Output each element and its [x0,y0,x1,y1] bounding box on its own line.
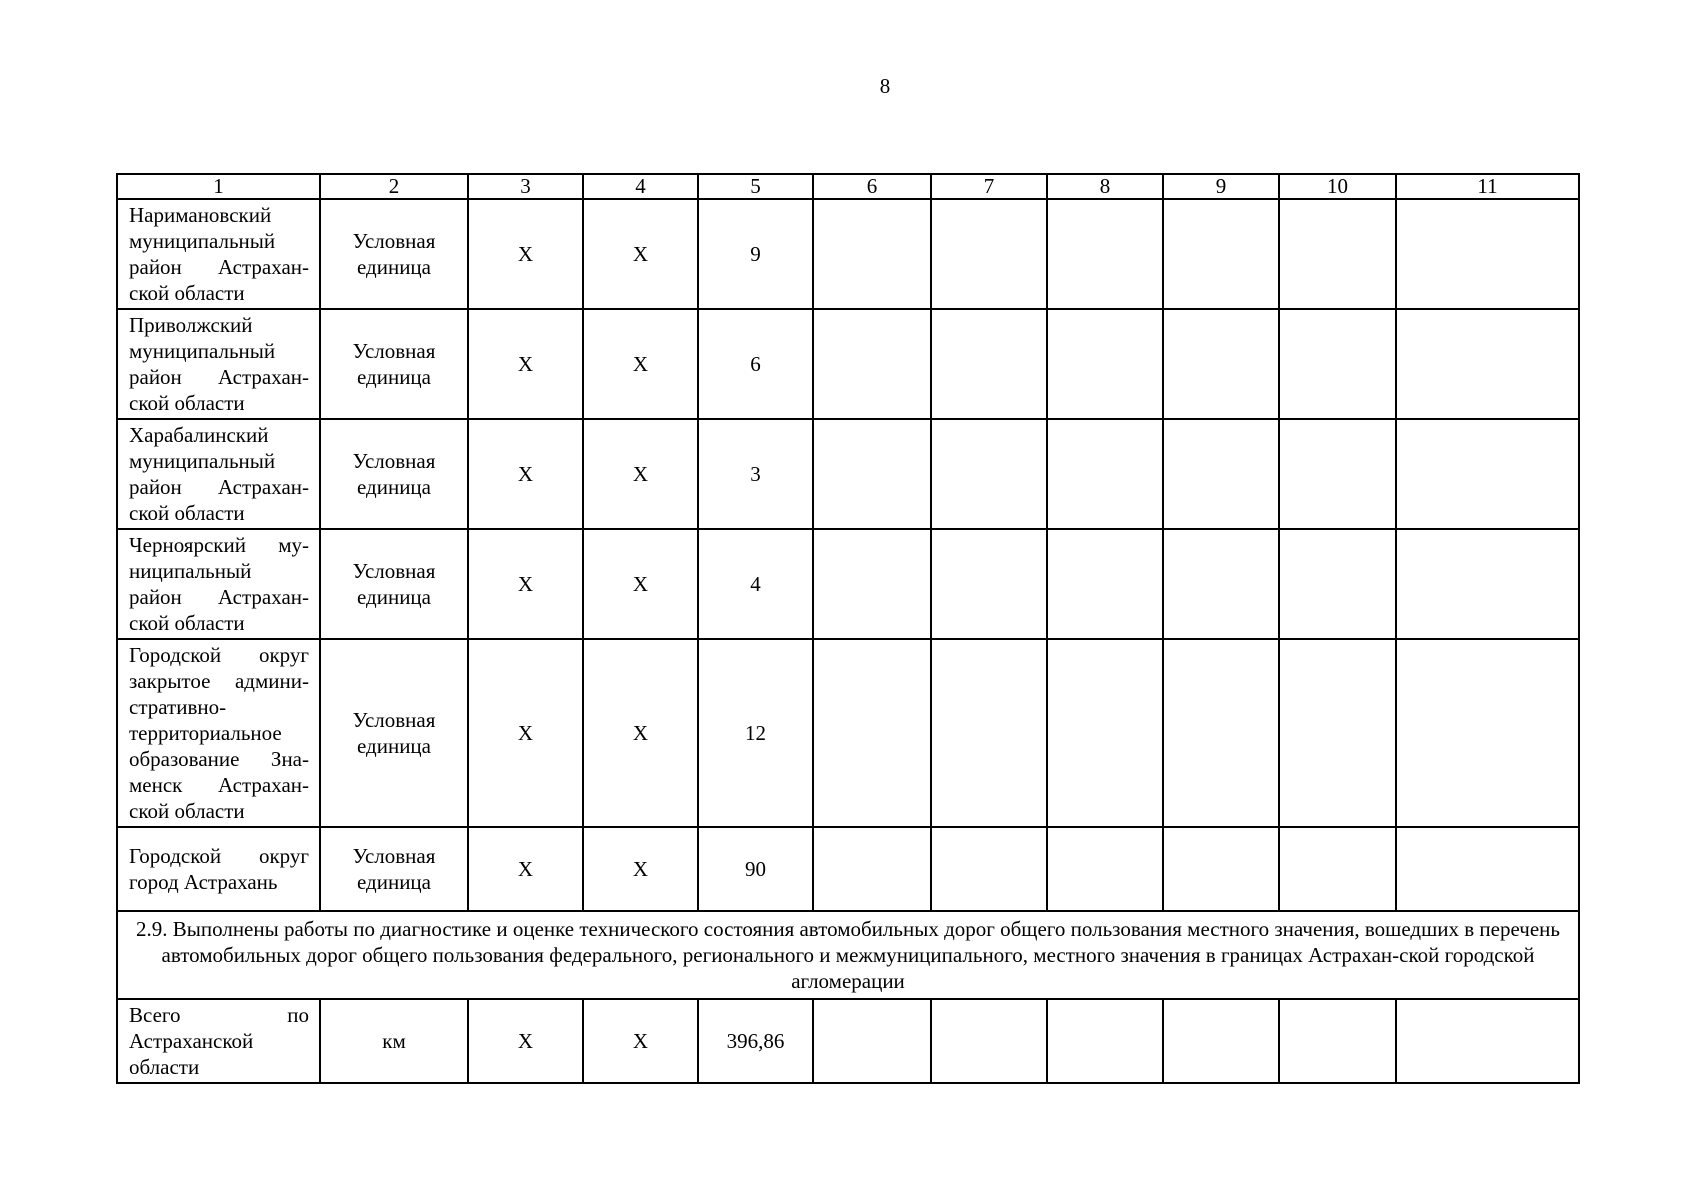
col5-cell: 90 [698,827,813,911]
empty-cell [1396,199,1579,309]
total-row [117,999,1579,1083]
header-row [117,174,1579,199]
col5-cell: 4 [698,529,813,639]
col4-cell: Х [583,199,698,309]
col4-cell: Х [583,309,698,419]
col3-cell: Х [468,199,583,309]
empty-cell [931,639,1047,827]
empty-cell [1163,529,1279,639]
empty-cell [1279,309,1396,419]
empty-cell [1396,639,1579,827]
page-number: 8 [879,74,891,98]
empty-cell [1047,309,1163,419]
column-header: 4 [583,174,698,199]
column-header: 5 [698,174,813,199]
col3-cell: Х [468,999,583,1083]
row-name-cell: Городской округ город Астрахань [117,827,320,911]
empty-cell [813,529,931,639]
unit-cell: Условная единица [320,827,468,911]
col4-cell: Х [583,639,698,827]
empty-cell [1396,419,1579,529]
unit-cell: Условная единица [320,419,468,529]
empty-cell [1163,199,1279,309]
col5-cell: 3 [698,419,813,529]
empty-cell [931,999,1047,1083]
column-header: 6 [813,174,931,199]
unit-cell: км [320,999,468,1083]
col4-cell: Х [583,827,698,911]
empty-cell [813,639,931,827]
empty-cell [1047,827,1163,911]
section-row [117,911,1579,999]
empty-cell [1396,529,1579,639]
empty-cell [813,199,931,309]
empty-cell [1163,309,1279,419]
col3-cell: Х [468,309,583,419]
table-row [117,529,1579,639]
column-header: 9 [1163,174,1279,199]
col4-cell: Х [583,999,698,1083]
empty-cell [1163,827,1279,911]
row-name-cell: Наримановский муниципальный район Астрахан-ской области [117,199,320,309]
unit-cell: Условная единица [320,529,468,639]
column-header: 10 [1279,174,1396,199]
col3-cell: Х [468,529,583,639]
row-name-cell: Приволжский муниципальный район Астрахан-ской области [117,309,320,419]
col5-cell: 12 [698,639,813,827]
unit-cell: Условная единица [320,639,468,827]
empty-cell [931,827,1047,911]
empty-cell [1163,639,1279,827]
column-header: 1 [117,174,320,199]
table-row [117,199,1579,309]
empty-cell [1163,419,1279,529]
empty-cell [1279,827,1396,911]
table-row [117,827,1579,911]
table-row [117,419,1579,529]
column-header: 2 [320,174,468,199]
col5-cell: 9 [698,199,813,309]
empty-cell [1163,999,1279,1083]
row-name-cell: Черноярский му-ниципальный район Астрахан-ской области [117,529,320,639]
col3-cell: Х [468,639,583,827]
empty-cell [813,419,931,529]
col5-cell: 6 [698,309,813,419]
table-row [117,639,1579,827]
col5-cell: 396,86 [698,999,813,1083]
empty-cell [1279,419,1396,529]
row-name-cell: Городской округ закрытое админи-стративно-территориальное образование Зна-менск Астрахан-ской области [117,639,320,827]
row-name-cell: Харабалинский муниципальный район Астрахан-ской области [117,419,320,529]
empty-cell [1396,827,1579,911]
column-header: 11 [1396,174,1579,199]
empty-cell [1047,999,1163,1083]
empty-cell [1279,529,1396,639]
empty-cell [813,999,931,1083]
empty-cell [813,827,931,911]
empty-cell [931,199,1047,309]
empty-cell [813,309,931,419]
section-heading: 2.9. Выполнены работы по диагностике и оценке технического состояния автомобильных дорог общего пользования местного значения, вошедших в перечень автомобильных дорог общего пользования федерального, регионального и межмуниципального, местного значения в границах Астрахан-ской городской агломерации [117,911,1579,999]
empty-cell [1279,639,1396,827]
empty-cell [1279,999,1396,1083]
empty-cell [1047,529,1163,639]
col3-cell: Х [468,827,583,911]
column-header: 8 [1047,174,1163,199]
unit-cell: Условная единица [320,309,468,419]
empty-cell [1047,199,1163,309]
empty-cell [1396,999,1579,1083]
empty-cell [1396,309,1579,419]
empty-cell [931,529,1047,639]
unit-cell: Условная единица [320,199,468,309]
data-table [116,173,1580,1084]
col3-cell: Х [468,419,583,529]
col4-cell: Х [583,529,698,639]
empty-cell [1279,199,1396,309]
empty-cell [931,419,1047,529]
column-header: 7 [931,174,1047,199]
column-header: 3 [468,174,583,199]
table-row [117,309,1579,419]
row-name-cell: Всего по Астраханской области [117,999,320,1083]
col4-cell: Х [583,419,698,529]
empty-cell [931,309,1047,419]
empty-cell [1047,639,1163,827]
empty-cell [1047,419,1163,529]
